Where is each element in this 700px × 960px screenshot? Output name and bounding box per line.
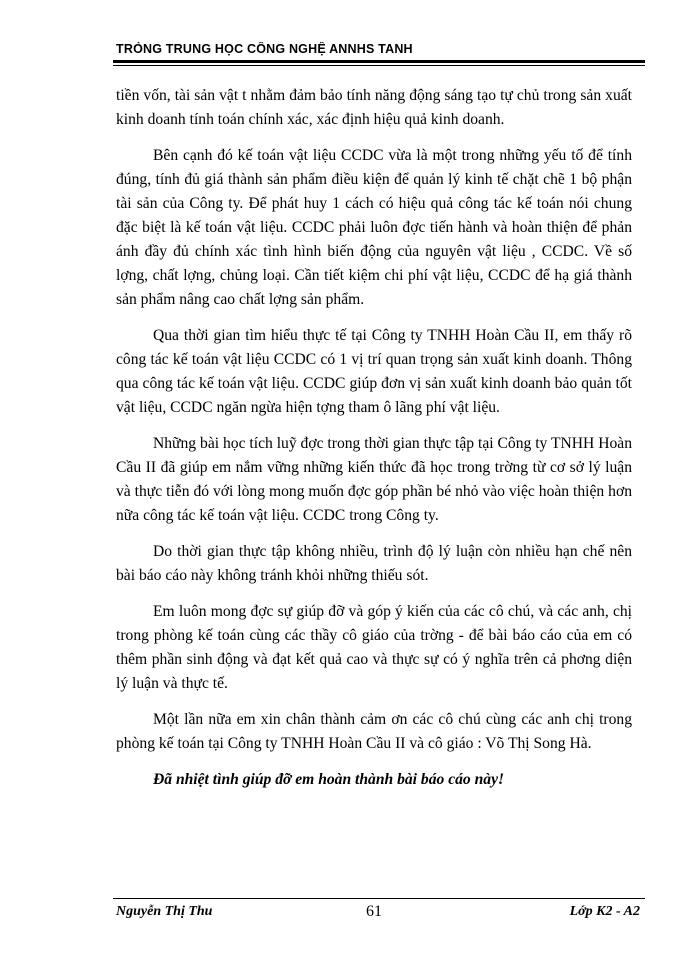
footer-rule xyxy=(113,898,645,899)
header-rule xyxy=(113,60,645,63)
footer-author: Nguyễn Thị Thu xyxy=(116,904,213,919)
paragraph: Bên cạnh đó kế toán vật liệu CCDC vừa là một trong những yếu tố để tính đúng, tính đủ giá thành sản phẩm điều kiện để quản lý kinh tế chặt chẽ 1 bộ phận tài sản của Công ty. Để phát huy 1 cách có hiệu quả công tác kế toán nói chung đặc biệt là kế toán vật liệu. CCDC phải luôn đợc tiến hành và hoàn thiện để phản ánh đầy đủ chính xác tình hình biến động của nguyên vật liệu , CCDC. Về số lợng, chất lợng, chủng loại. Cần tiết kiệm chi phí vật liệu, CCDC để hạ giá thành sản phẩm nâng cao chất lợng sản phẩm. xyxy=(116,147,632,308)
page-number: 61 xyxy=(366,903,382,920)
page-header: TRÒNG TRUNG HỌC CÔNG NGHỆ ANNHS TANH xyxy=(116,42,413,56)
closing-line: Đã nhiệt tình giúp đỡ em hoàn thành bài báo cáo này! xyxy=(153,771,505,788)
paragraph: Qua thời gian tìm hiểu thực tế tại Công ty TNHH Hoàn Cầu II, em thấy rõ công tác kế toán vật liệu CCDC có 1 vị trí quan trọng sản xuất kinh doanh. Thông qua công tác kế toán vật liệu. CCDC giúp đơn vị sản xuất kinh doanh bảo quản tốt vật liệu, CCDC ngăn ngừa hiện tợng tham ô lãng phí vật liệu. xyxy=(116,327,632,416)
paragraph: Do thời gian thực tập không nhiều, trình độ lý luận còn nhiều hạn chế nên bài báo cáo này không tránh khỏi những thiếu sót. xyxy=(116,543,632,584)
paragraph: tiền vốn, tài sản vật t nhằm đảm bảo tính năng động sáng tạo tự chủ trong sản xuất kinh doanh tính toán chính xác, xác định hiệu quả kinh doanh. xyxy=(116,87,632,128)
header-rule-secondary xyxy=(113,65,645,66)
paragraph: Những bài học tích luỹ đợc trong thời gian thực tập tại Công ty TNHH Hoàn Cầu II đã giúp em nắm vững những kiến thức đã học trong trờng từ cơ sở lý luận và thực tiễn đó với lòng mong muốn đợc góp phần bé nhỏ vào việc hoàn thiện hơn nữa công tác kế toán vật liệu. CCDC trong Công ty. xyxy=(116,435,632,524)
body-text xyxy=(116,84,632,804)
paragraph: Một lần nữa em xin chân thành cảm ơn các cô chú cùng các anh chị trong phòng kế toán tại Công ty TNHH Hoàn Cầu II và cô giáo : Võ Thị Song Hà. xyxy=(116,711,632,752)
footer-class: Lớp K2 - A2 xyxy=(569,904,640,919)
paragraph: Em luôn mong đợc sự giúp đỡ và góp ý kiến của các cô chú, và các anh, chị trong phòng kế toán cùng các thầy cô giáo của trờng - để bài báo cáo của em có thêm phần sinh động và đạt kết quả cao và thực sự có ý nghĩa trên cả phơng diện lý luận và thực tế. xyxy=(116,603,632,692)
